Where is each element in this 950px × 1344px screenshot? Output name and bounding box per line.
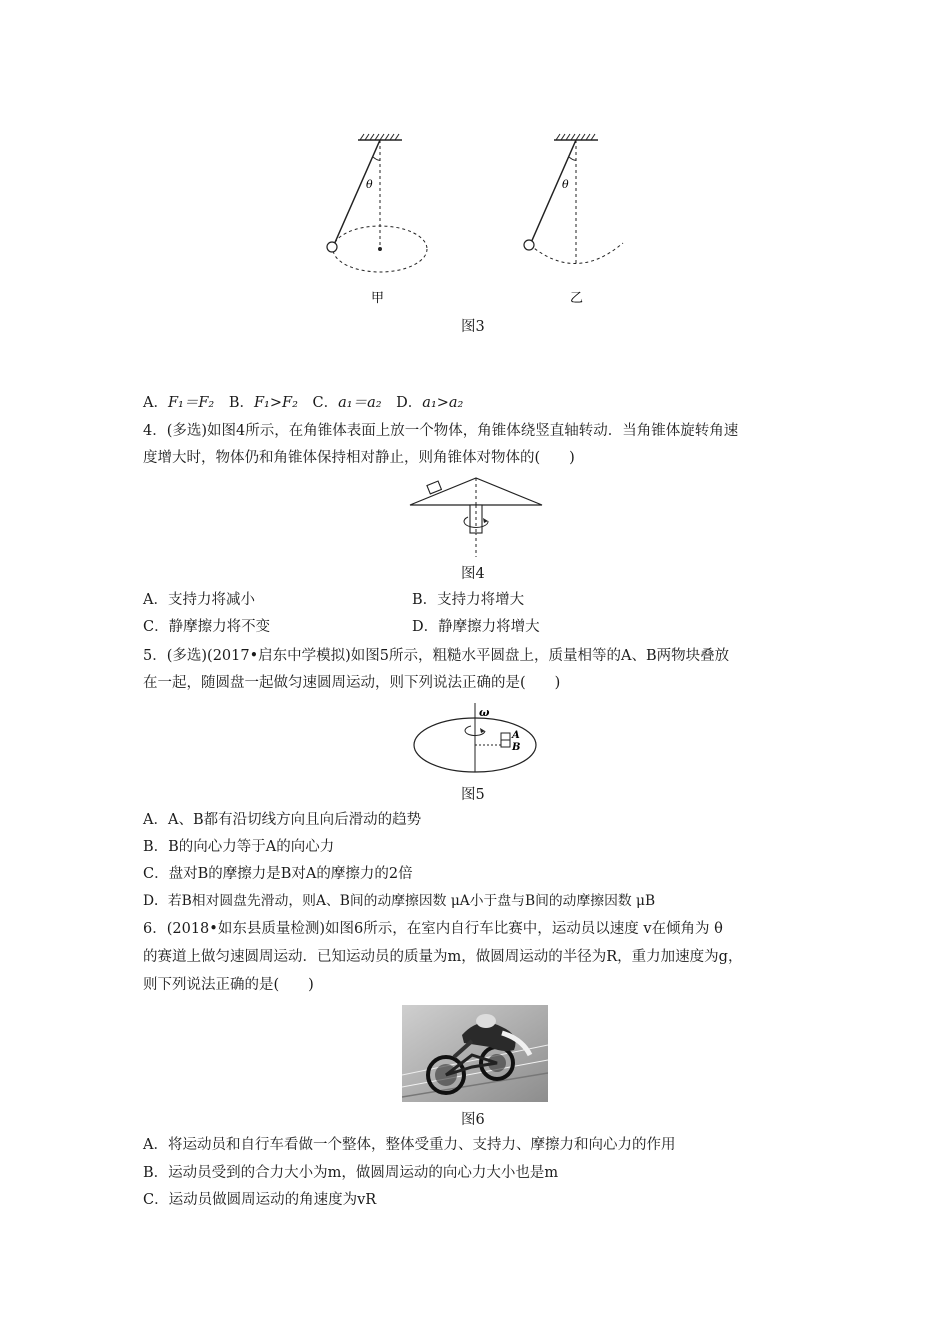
string-left [333, 140, 380, 247]
q5-stem-line-2: 在一起，随圆盘一起做匀速圆周运动，则下列说法正确的是( ) [143, 675, 561, 691]
figure-6-photo [402, 1005, 548, 1102]
label-yi: 乙 [570, 291, 584, 306]
q3-option-c: a₁＝a₂ [338, 395, 382, 411]
q3-option-d: a₁>a₂ [422, 395, 464, 411]
center-dot-left [378, 247, 382, 251]
theta-right: θ [562, 178, 569, 191]
label-jia: 甲 [371, 291, 385, 306]
angle-arc-left [373, 157, 380, 160]
q4-option-b: B．支持力将增大 [412, 592, 525, 608]
q3-option-d-letter: D． [396, 395, 423, 411]
q5-option-d: D．若B相对圆盘先滑动，则A、B间的动摩擦因数 μA小于盘与B间的动摩擦因数 μB [143, 893, 656, 909]
q4-option-d: D．静摩擦力将增大 [412, 619, 540, 635]
q5-option-c: C．盘对B的摩擦力是B对A的摩擦力的2倍 [143, 866, 413, 882]
q6-option-c: C．运动员做圆周运动的角速度为vR [143, 1192, 377, 1208]
label-b: B [512, 742, 521, 753]
figure-3-caption: 图3 [461, 319, 485, 335]
block-a [501, 733, 510, 740]
bob-left [327, 242, 337, 252]
block-b [501, 740, 510, 747]
theta-left: θ [366, 178, 373, 191]
figure-4-caption: 图4 [461, 566, 485, 582]
q5-option-b: B．B的向心力等于A的向心力 [143, 839, 335, 855]
q5-option-a: A．A、B都有沿切线方向且向后滑动的趋势 [143, 812, 422, 828]
q4-option-c: C．静摩擦力将不变 [143, 619, 271, 635]
q3-option-b: F₁>F₂ [254, 395, 298, 411]
label-a: A [512, 730, 520, 741]
q5-stem-line-1: 5．(多选)(2017•启东中学模拟)如图5所示，粗糙水平圆盘上，质量相等的A、B两物块叠放 [143, 648, 730, 664]
q3-option-a: F₁＝F₂ [167, 395, 215, 411]
block-on-cone [427, 481, 441, 494]
q4-option-a: A．支持力将减小 [143, 592, 255, 608]
figure-3 [300, 125, 630, 315]
q6-stem-line-1: 6．(2018•如东县质量检测)如图6所示，在室内自行车比赛中，运动员以速度 v在倾角为 θ [143, 921, 723, 937]
figure-5 [405, 700, 545, 780]
string-right [530, 140, 576, 245]
q6-stem-line-2: 的赛道上做匀速圆周运动．已知运动员的质量为m，做圆周运动的半径为R，重力加速度为g， [143, 949, 743, 965]
ceiling-right [554, 134, 598, 140]
figure-6-caption: 图6 [461, 1112, 485, 1128]
bob-right [524, 240, 534, 250]
figure-4 [400, 475, 550, 560]
q3-option-c-letter: C． [312, 395, 339, 411]
q4-stem-line-1: 4．(多选)如图4所示，在角锥体表面上放一个物体，角锥体绕竖直轴转动．当角锥体旋转角速 [143, 423, 739, 439]
omega-label: ω [479, 706, 490, 719]
q3-option-a-letter: A． [143, 395, 168, 411]
figure-5-caption: 图5 [461, 787, 485, 803]
q3-options [143, 393, 463, 413]
q4-stem-line-2: 度增大时，物体仍和角锥体保持相对静止，则角锥体对物体的( ) [143, 450, 575, 466]
q6-option-b: B．运动员受到的合力大小为m，做圆周运动的向心力大小也是m [143, 1165, 559, 1181]
angle-arc-right [569, 157, 576, 160]
q6-option-a: A．将运动员和自行车看做一个整体，整体受重力、支持力、摩擦力和向心力的作用 [143, 1137, 676, 1153]
q3-option-b-letter: B． [228, 395, 254, 411]
ceiling-left [358, 134, 402, 140]
q6-stem-line-3: 则下列说法正确的是( ) [143, 977, 314, 993]
